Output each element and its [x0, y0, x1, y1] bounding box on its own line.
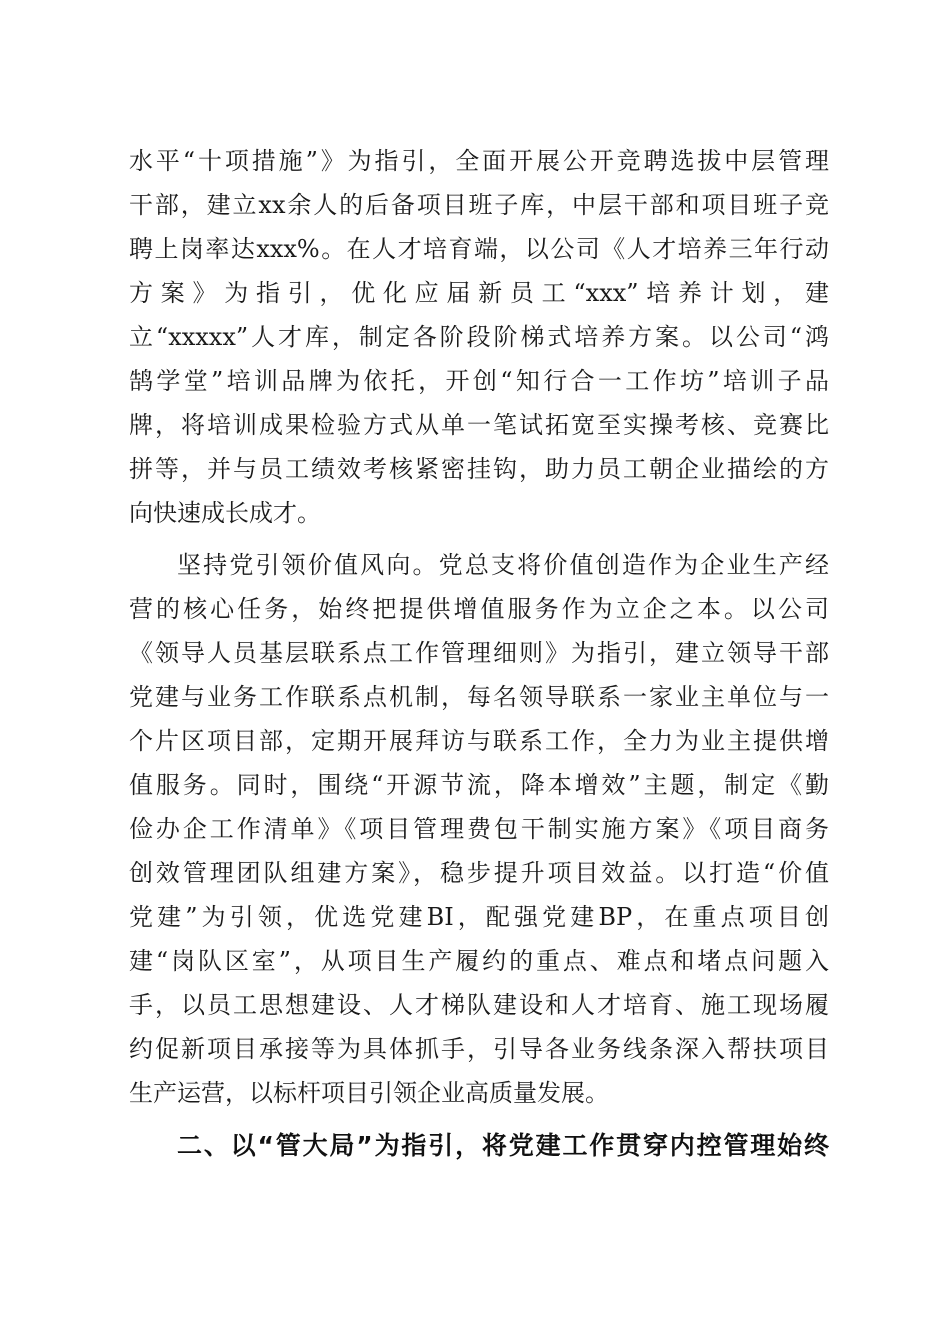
- paragraph-2-line-2: 营的核心任务，始终把提供增值服务作为立企之本。以公司: [129, 595, 829, 623]
- paragraph-2-line-6: 值服务。同时，围绕“开源节流，降本增效”主题，制定《勤: [129, 771, 829, 799]
- paragraph-1-line-8: 拼等，并与员工绩效考核紧密挂钩，助力员工朝企业描绘的方: [129, 455, 829, 483]
- paragraph-1-line-2: 干部，建立xx余人的后备项目班子库，中层干部和项目班子竞: [129, 191, 829, 219]
- paragraph-2-line-10: 建“岗队区室”，从项目生产履约的重点、难点和堵点问题入: [129, 947, 829, 975]
- paragraph-1-line-7: 牌，将培训成果检验方式从单一笔试拓宽至实操考核、竞赛比: [129, 411, 829, 439]
- paragraph-2-line-1: 坚持党引领价值风向。党总支将价值创造作为企业生产经: [177, 551, 829, 579]
- paragraph-1-line-9: 向快速成长成才。: [129, 499, 321, 527]
- paragraph-2-line-13: 生产运营，以标杆项目引领企业高质量发展。: [129, 1079, 609, 1107]
- paragraph-2-line-4: 党建与业务工作联系点机制，每名领导联系一家业主单位与一: [129, 683, 829, 711]
- section-heading-2: 二、以“管大局”为指引，将党建工作贯穿内控管理始终: [177, 1131, 829, 1160]
- paragraph-2-line-11: 手，以员工思想建设、人才梯队建设和人才培育、施工现场履: [129, 991, 829, 1019]
- paragraph-1-line-3: 聘上岗率达xxx%。在人才培育端，以公司《人才培养三年行动: [129, 235, 829, 263]
- paragraph-2-line-9: 党建”为引领，优选党建BI，配强党建BP，在重点项目创: [129, 903, 829, 931]
- paragraph-1-line-4: 方案》为指引，优化应届新员工“xxx”培养计划，建: [129, 279, 829, 307]
- paragraph-1-line-1: 水平“十项措施”》为指引，全面开展公开竞聘选拔中层管理: [129, 147, 829, 175]
- paragraph-1-line-5: 立“xxxxx”人才库，制定各阶段阶梯式培养方案。以公司“鸿: [129, 323, 829, 351]
- paragraph-2-line-7: 俭办企工作清单》《项目管理费包干制实施方案》《项目商务: [129, 815, 829, 843]
- paragraph-2-line-3: 《领导人员基层联系点工作管理细则》为指引，建立领导干部: [129, 639, 829, 667]
- paragraph-2-line-12: 约促新项目承接等为具体抓手，引导各业务线条深入帮扶项目: [129, 1035, 829, 1063]
- paragraph-2-line-8: 创效管理团队组建方案》，稳步提升项目效益。以打造“价值: [129, 859, 829, 887]
- paragraph-1-line-6: 鹄学堂”培训品牌为依托，开创“知行合一工作坊”培训子品: [129, 367, 829, 395]
- paragraph-2-line-5: 个片区项目部，定期开展拜访与联系工作，全力为业主提供增: [129, 727, 829, 755]
